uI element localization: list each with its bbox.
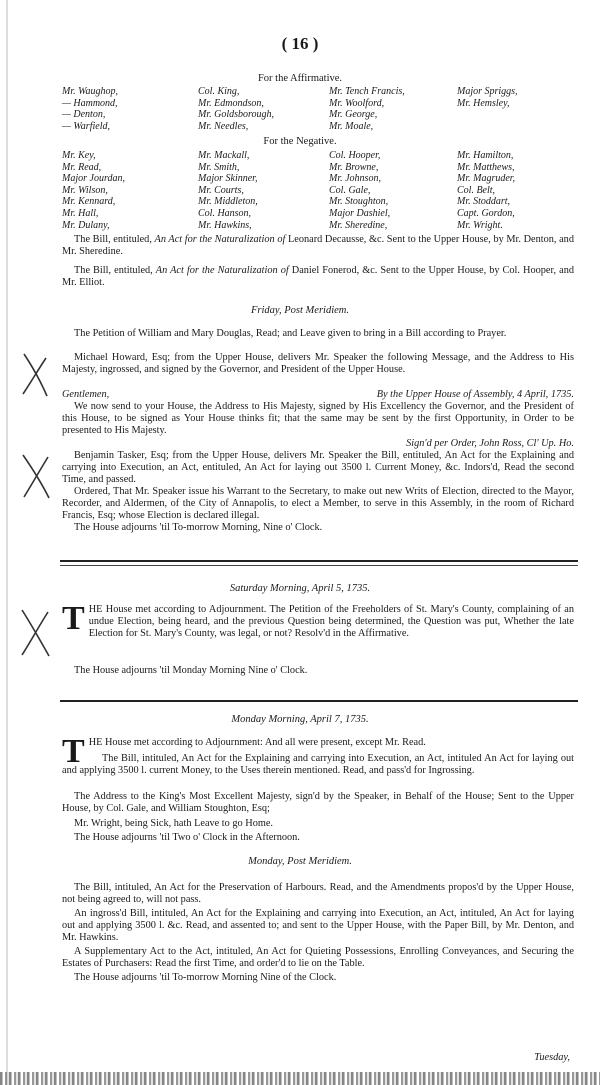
affirmative-name: — Denton, (62, 109, 106, 121)
negative-name: Mr. Mackall, (198, 150, 250, 161)
saturday-adjourn: The House adjourns 'til Monday Morning Nine o' Clock. (74, 665, 308, 676)
negative-name: Capt. Gordon, (457, 207, 515, 219)
douglas-petition: The Petition of William and Mary Douglas, Read; and Leave given to bring in a Bill according to Prayer. (74, 328, 507, 339)
catchword: Tuesday, (534, 1052, 570, 1063)
affirmative-name (457, 121, 572, 133)
section-rule-thin (60, 565, 578, 566)
saturday-heading: Saturday Morning, April 5, 1735. (229, 583, 371, 594)
affirmative-name (457, 109, 572, 121)
negative-heading: For the Negative. (263, 136, 337, 147)
handwritten-x-mark-3 (18, 608, 52, 658)
negative-name: Mr. Wright. (457, 219, 503, 231)
negative-name: Mr. Stoddart, (457, 196, 511, 208)
harbours-bill: The Bill, intituled, An Act for the Preservation of Harbours. Read, and the Amendments propos'd by the Upper House, not being agreed to, will not pass. (62, 882, 574, 906)
affirmative-name: Mr. Tench Francis, (329, 86, 405, 97)
negative-name: Mr. Middleton, (198, 196, 258, 208)
negative-name: Mr. Johnson, (329, 173, 381, 185)
supplementary-act: A Supplementary Act to the Act, intituled, An Act for Quieting Possessions, Enrolling Conveyances, and Securing the Estates of Purchasers: Read the first Time, and order'd to lie on the Table. (62, 946, 574, 970)
affirmative-name: — Hammond, (62, 97, 118, 109)
affirmative-heading: For the Affirmative. (257, 73, 343, 84)
bill-fonerod: The Bill, entituled, An Act for the Naturalization of Daniel Fonerod, &c. Sent to the Upper House, by Col. Hooper, and Mr. Elliot. (62, 265, 575, 289)
negative-name: Mr. Sheredine, (329, 219, 388, 231)
monday-pm-adjourn: The House adjourns 'til To-morrow Morning Nine of the Clock. (74, 972, 337, 983)
affirmative-name: Mr. Goldsborough, (198, 109, 275, 121)
signature: Sign'd per Order, John Ross, Cl' Up. Ho. (406, 438, 574, 449)
negative-name: Mr. Hall, (62, 207, 99, 219)
negative-name: Mr. Magruder, (457, 173, 516, 185)
negative-name: Mr. Hawkins, (198, 219, 252, 231)
ingrossed-bill: An ingross'd Bill, intituled, An Act for the Explaining and carrying into Execution, an Act, intituled, An Act for laying out and applying 3500 l. &c. Read, and assented to; and sent to the Upper House, with the Paper Bill, by Mr. Denton, and Mr. Hawkins. (62, 908, 574, 944)
page-number: ( 16 ) (281, 34, 319, 53)
tasker-bill: Benjamin Tasker, Esq; from the Upper House, delivers Mr. Speaker the Bill, entituled, An Act for the Explaining and carrying into Execution, an Act, entituled, An Act for laying out 3500 l. Current Money, &c. Indors'd, Read the second Time, and passed. (62, 450, 574, 486)
negative-name: Mr. Kennard, (62, 196, 116, 208)
monday-am-paragraph: THE House met according to Adjournment: And all were present, except Mr. Read. (62, 733, 426, 770)
negative-name: Mr. Stoughton, (329, 196, 389, 208)
affirmative-name: — Warfield, (62, 120, 110, 132)
negative-name: Mr. Dulany, (62, 219, 110, 231)
address-king: The Address to the King's Most Excellent Majesty, sign'd by the Speaker, in Behalf of the House; Sent to the Upper House, by Col. Gale, and William Stoughton, Esq; (62, 791, 574, 815)
affirmative-name: Col. King, (198, 86, 240, 97)
negative-name: Major Skinner, (198, 173, 258, 185)
affirmative-name: Mr. Hemsley, (457, 97, 510, 109)
friday-heading: Friday, Post Meridiem. (251, 305, 349, 316)
affirmative-name: Major Spriggs, (457, 86, 518, 97)
affirmative-names (62, 86, 572, 132)
negative-name: Col. Hooper, (329, 150, 381, 161)
scan-edge (6, 0, 8, 1085)
section-rule-2 (60, 700, 578, 702)
negative-name: Mr. Courts, (198, 184, 244, 196)
dropcap-t-2: T (62, 733, 85, 770)
friday-adjourn: The House adjourns 'til To-morrow Morning, Nine o' Clock. (74, 522, 323, 533)
negative-name: Mr. Key, (62, 150, 96, 161)
negative-name: Col. Gale, (329, 184, 371, 196)
monday-am-adjourn: The House adjourns 'til Two o' Clock in the Afternoon. (74, 832, 300, 843)
affirmative-name: Mr. Woolford, (329, 97, 385, 109)
negative-name: Mr. Smith, (198, 161, 240, 173)
upper-house-message: We now send to your House, the Address to His Majesty, signed by His Excellency the Governor, and the President of this House, to be signed as Your House thinks fit; that the same may be sent by the first Opportunity, in Order to be presented to His Majesty. (62, 401, 574, 437)
negative-name: Mr. Browne, (329, 161, 379, 173)
gentlemen-line: Gentlemen, By the Upper House of Assembly, 4 April, 1735. (62, 389, 574, 400)
handwritten-x-mark (20, 352, 50, 398)
negative-name: Mr. Hamilton, (457, 150, 514, 161)
affirmative-name: Mr. George, (329, 109, 378, 121)
negative-name: Major Dashiel, (329, 207, 391, 219)
affirmative-name: Mr. Needles, (198, 120, 249, 132)
bill-decausse: The Bill, entituled, An Act for the Naturalization of Leonard Decausse, &c. Sent to the Upper House, by Mr. Denton, and Mr. Sheredine. (62, 234, 574, 258)
negative-name: Mr. Read, (62, 161, 102, 173)
negative-name: Col. Hanson, (198, 207, 252, 219)
negative-name: Mr. Wilson, (62, 184, 108, 196)
monday-pm-heading: Monday, Post Meridiem. (248, 856, 352, 867)
saturday-paragraph: THE House met according to Adjournment. The Petition of the Freeholders of St. Mary's County, complaining of an undue Election, being heard, and the previous Question being determined, the Question was put, Whether the late Election for St. Mary's County, was legal, or not? Resolv'd in the Affirmative. (62, 600, 574, 640)
negative-name: Col. Belt, (457, 184, 496, 196)
monday-am-heading: Monday Morning, April 7, 1735. (231, 714, 369, 725)
handwritten-x-mark-2 (20, 452, 52, 500)
dropcap-t: T (62, 600, 85, 637)
howard-message: Michael Howard, Esq; from the Upper House, delivers Mr. Speaker the following Message, and the Address to His Majesty, ingrossed, and signed by the Governor, and President of the Upper House. (62, 352, 574, 376)
negative-name: Mr. Matthews, (457, 161, 515, 173)
section-rule (60, 560, 578, 562)
negative-names (62, 150, 572, 231)
ordered-writ: Ordered, That Mr. Speaker issue his Warrant to the Secretary, to make out new Writs of Election, directed to the Mayor, Recorder, and Aldermen, of the City of Annapolis, to elect a Member, to serve in this Assembly, in the room of Richard Francis, Esq; whose Election is declared illegal. (62, 486, 574, 522)
affirmative-name: Mr. Edmondson, (198, 97, 264, 109)
affirmative-name: Mr. Waughop, (62, 86, 119, 97)
affirmative-name: Mr. Moale, (329, 120, 374, 132)
scan-bottom-edge (0, 1072, 600, 1085)
negative-name: Major Jourdan, (62, 173, 125, 185)
monday-am-bill: The Bill, intituled, An Act for the Explaining and carrying into Execution, an Act, intituled An Act for laying out and applying 3500 l. current Money, to the Uses therein mentioned. Read, and pass'd for Ingrossing. (62, 753, 574, 777)
wright-leave: Mr. Wright, being Sick, hath Leave to go Home. (74, 818, 274, 829)
